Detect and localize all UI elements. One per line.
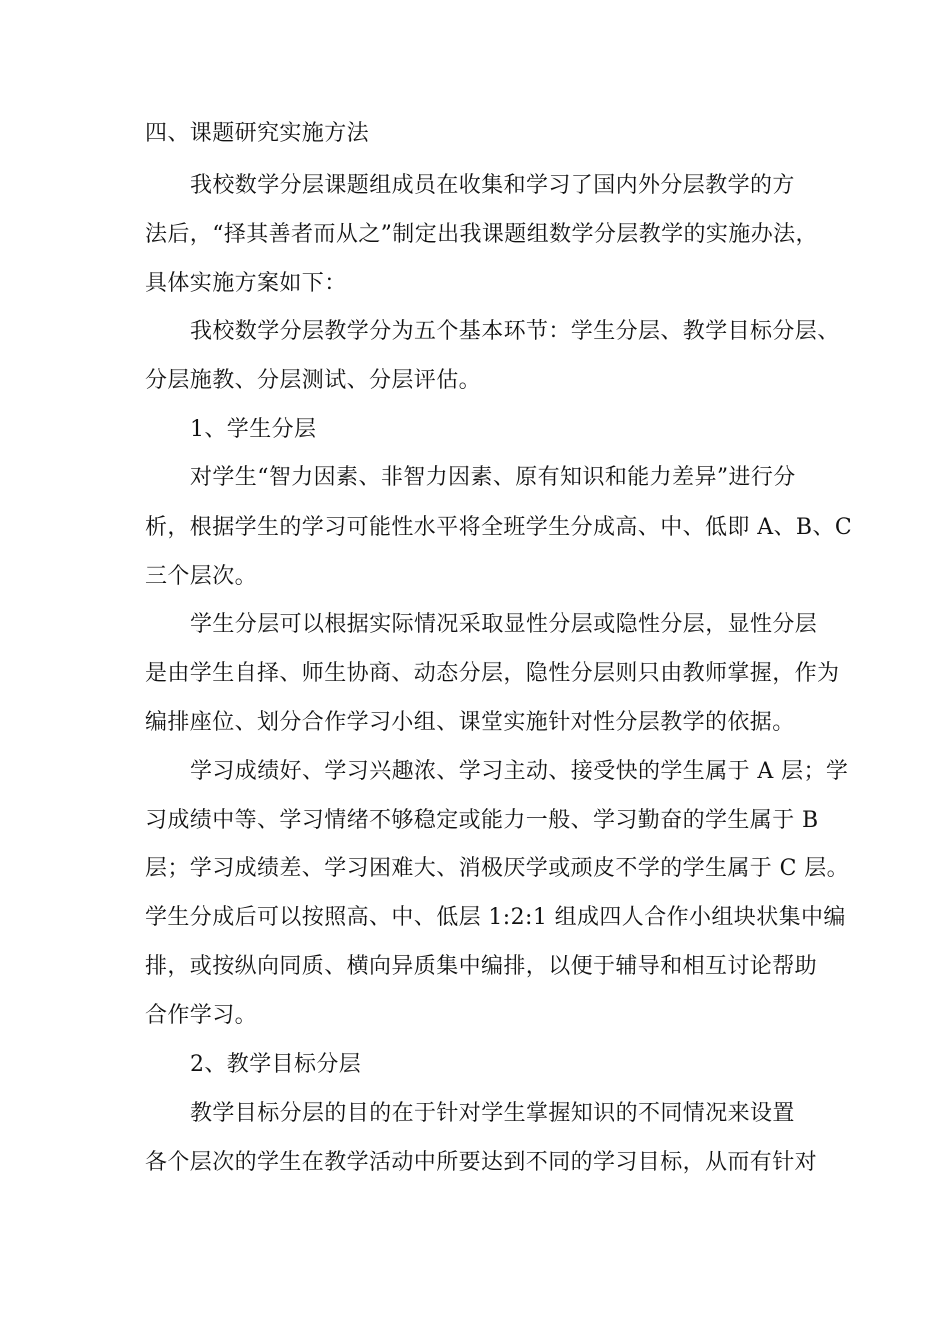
paragraph-line: 分层施教、分层测试、分层评估。 <box>145 368 482 393</box>
paragraph-line: 合作学习。 <box>145 1003 258 1028</box>
paragraph-line: 我校数学分层教学分为五个基本环节：学生分层、教学目标分层、 <box>190 319 840 344</box>
paragraph-line: 学习成绩好、学习兴趣浓、学习主动、接受快的学生属于 A 层；学 <box>190 759 849 784</box>
paragraph-line: 是由学生自择、师生协商、动态分层，隐性分层则只由教师掌握，作为 <box>145 661 840 686</box>
paragraph-line: 学生分成后可以按照高、中、低层 1:2:1 组成四人合作小组块状集中编 <box>145 905 846 930</box>
paragraph-line: 对学生“智力因素、非智力因素、原有知识和能力差异”进行分 <box>190 465 796 490</box>
paragraph-line: 教学目标分层的目的在于针对学生掌握知识的不同情况来设置 <box>190 1101 795 1126</box>
section-heading: 四、课题研究实施方法 <box>145 121 370 146</box>
paragraph-line: 析，根据学生的学习可能性水平将全班学生分成高、中、低即 A、B、C <box>145 515 853 540</box>
paragraph-line: 学生分层可以根据实际情况采取显性分层或隐性分层，显性分层 <box>190 612 818 637</box>
paragraph-line: 具体实施方案如下： <box>145 271 347 296</box>
paragraph-line: 法后，“择其善者而从之”制定出我课题组数学分层教学的实施办法， <box>145 222 818 247</box>
paragraph-line: 三个层次。 <box>145 564 258 589</box>
subsection-heading: 2、教学目标分层 <box>190 1052 362 1077</box>
paragraph-line: 编排座位、划分合作学习小组、课堂实施针对性分层教学的依据。 <box>145 710 795 735</box>
paragraph-line: 排，或按纵向同质、横向异质集中编排，以便于辅导和相互讨论帮助 <box>145 954 818 979</box>
paragraph-line: 各个层次的学生在教学活动中所要达到不同的学习目标，从而有针对 <box>145 1150 818 1175</box>
subsection-heading: 1、学生分层 <box>190 417 317 442</box>
paragraph-line: 习成绩中等、学习情绪不够稳定或能力一般、学习勤奋的学生属于 B <box>145 808 819 833</box>
paragraph-line: 层；学习成绩差、学习困难大、消极厌学或顽皮不学的学生属于 C 层。 <box>145 856 850 881</box>
paragraph-line: 我校数学分层课题组成员在收集和学习了国内外分层教学的方 <box>190 173 795 198</box>
